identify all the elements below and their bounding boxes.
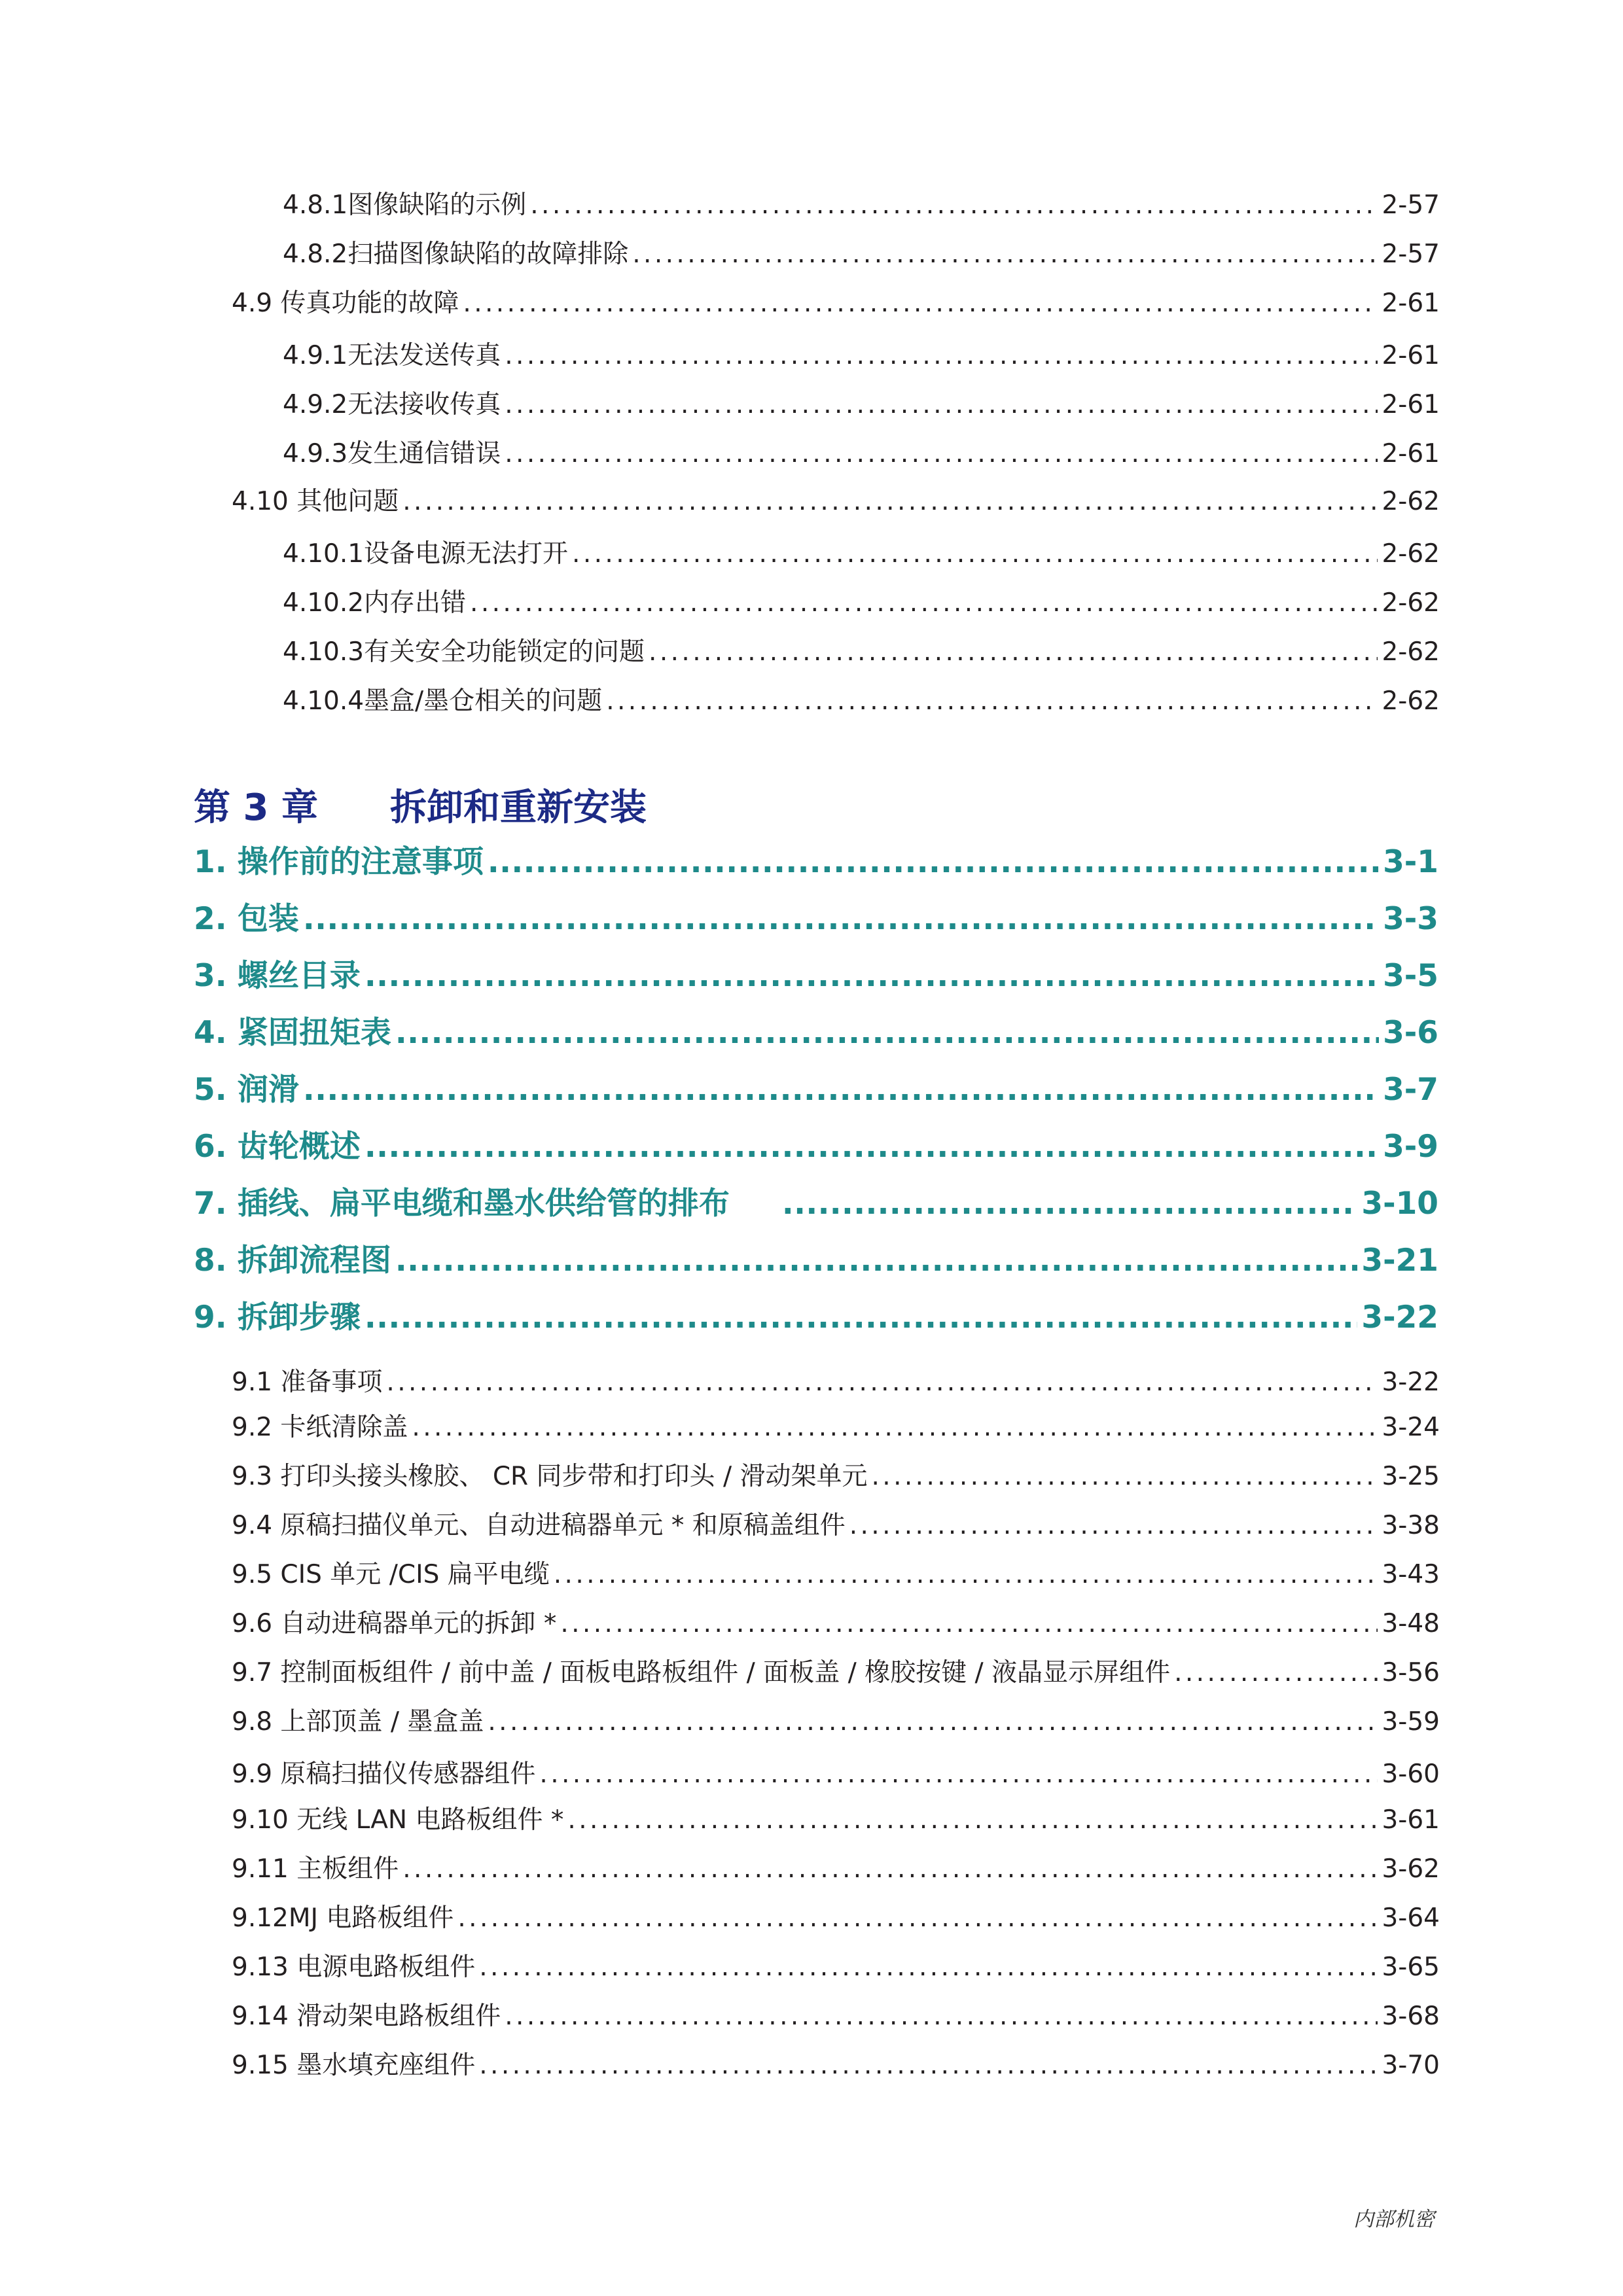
toc-entry-page: 3-21 [1361, 1243, 1438, 1279]
toc-entry-page: 3-5 [1383, 958, 1438, 994]
toc-entry-label: 9.5 CIS 单元 /CIS 扁平电缆 [232, 1560, 550, 1589]
dot-leader [488, 1707, 1378, 1737]
toc-entry-page: 3-68 [1382, 2002, 1440, 2031]
toc-entry[interactable] [283, 433, 1440, 470]
dot-leader [457, 1903, 1378, 1933]
dot-leader [606, 686, 1378, 716]
toc-entry[interactable] [232, 2045, 1440, 2081]
toc-entry[interactable] [232, 1754, 1440, 1790]
toc-entry-label: 9.6 自动进稿器单元的拆卸 * [232, 1609, 557, 1638]
toc-entry-label: 4.9.3发生通信错误 [283, 439, 501, 468]
toc-entry-label: 9.14 滑动架电路板组件 [232, 2002, 501, 2031]
toc-entry[interactable] [283, 582, 1440, 619]
toc-main-entry[interactable] [194, 1065, 1438, 1109]
toc-entry-page: 2-57 [1382, 190, 1440, 220]
toc-entry-page: 3-64 [1382, 1903, 1440, 1933]
dot-leader [479, 1952, 1378, 1982]
dot-leader [463, 289, 1378, 318]
dot-leader [505, 2002, 1378, 2031]
dot-leader [782, 1186, 1357, 1222]
dot-leader [632, 239, 1378, 269]
toc-entry-label: 4.9 传真功能的故障 [232, 289, 459, 318]
dot-leader [505, 341, 1378, 370]
chapter-name: 拆卸和重新安装 [389, 786, 647, 829]
toc-entry-label: 8. 拆卸流程图 [194, 1243, 391, 1279]
toc-entry-label: 4.8.2扫描图像缺陷的故障排除 [283, 239, 629, 269]
toc-entry-label: 7. 插线、扁平电缆和墨水供给管的排布 [194, 1186, 730, 1222]
toc-entry[interactable] [232, 1848, 1440, 1885]
dot-leader [488, 844, 1379, 880]
toc-entry[interactable] [232, 1947, 1440, 1983]
toc-entry-page: 3-56 [1382, 1658, 1440, 1687]
toc-entry-page: 3-70 [1382, 2051, 1440, 2080]
toc-entry[interactable] [232, 1362, 1440, 1398]
dot-leader [365, 958, 1379, 994]
toc-entry-label: 9.13 电源电路板组件 [232, 1952, 476, 1982]
toc-main-entry[interactable] [194, 1008, 1438, 1052]
toc-entry[interactable] [232, 1554, 1440, 1591]
toc-entry-page: 3-7 [1383, 1072, 1438, 1108]
dot-leader [402, 1854, 1378, 1884]
toc-entry[interactable] [232, 1603, 1440, 1640]
toc-entry-label: 9. 拆卸步骤 [194, 1299, 361, 1335]
dot-leader [365, 1129, 1379, 1165]
toc-entry-page: 3-24 [1382, 1413, 1440, 1442]
toc-entry-page: 2-62 [1382, 588, 1440, 618]
toc-entry[interactable] [283, 680, 1440, 717]
toc-entry-page: 3-48 [1382, 1609, 1440, 1638]
toc-entry[interactable] [232, 1996, 1440, 2032]
toc-entry-label: 4.9.1无法发送传真 [283, 341, 501, 370]
dot-leader [539, 1759, 1378, 1789]
toc-entry-label: 9.8 上部顶盖 / 墨盒盖 [232, 1707, 484, 1737]
dot-leader [572, 539, 1378, 569]
dot-leader [567, 1805, 1378, 1835]
toc-entry-label: 4.10.1设备电源无法打开 [283, 539, 569, 569]
dot-leader [871, 1462, 1378, 1491]
dot-leader [395, 1243, 1357, 1279]
toc-main-entry[interactable] [194, 951, 1438, 995]
toc-entry-label: 6. 齿轮概述 [194, 1129, 361, 1165]
dot-leader [479, 2051, 1378, 2080]
toc-entry-page: 2-61 [1382, 439, 1440, 468]
toc-entry-page: 2-57 [1382, 239, 1440, 269]
toc-main-entry[interactable] [194, 1179, 1438, 1223]
toc-entry-label: 9.3 打印头接头橡胶、 CR 同步带和打印头 / 滑动架单元 [232, 1462, 868, 1491]
toc-entry-label: 4. 紧固扭矩表 [194, 1015, 391, 1051]
toc-entry-page: 2-61 [1382, 289, 1440, 318]
toc-entry-label: 9.9 原稿扫描仪传感器组件 [232, 1759, 536, 1789]
dot-leader [402, 487, 1378, 516]
toc-entry-page: 3-6 [1383, 1015, 1438, 1051]
toc-entry[interactable] [283, 631, 1440, 668]
dot-leader [1174, 1658, 1378, 1687]
toc-entry-page: 3-65 [1382, 1952, 1440, 1982]
toc-entry[interactable] [232, 481, 1440, 518]
toc-main-entry[interactable] [194, 1236, 1438, 1280]
toc-entry[interactable] [283, 533, 1440, 570]
toc-entry-page: 2-62 [1382, 539, 1440, 569]
toc-main-entry[interactable] [194, 894, 1438, 938]
dot-leader [560, 1609, 1378, 1638]
toc-entry[interactable] [232, 1652, 1440, 1689]
dot-leader [505, 439, 1378, 468]
toc-entry-page: 2-62 [1382, 487, 1440, 516]
dot-leader [412, 1413, 1378, 1442]
toc-entry-label: 9.1 准备事项 [232, 1368, 383, 1397]
dot-leader [505, 390, 1378, 419]
dot-leader [649, 637, 1378, 667]
toc-entry[interactable] [283, 185, 1440, 221]
toc-entry-page: 3-10 [1361, 1186, 1438, 1222]
toc-entry-page: 3-59 [1382, 1707, 1440, 1737]
toc-entry-page: 3-3 [1383, 901, 1438, 937]
toc-main-entry[interactable] [194, 1293, 1438, 1337]
toc-entry-page: 3-43 [1382, 1560, 1440, 1589]
toc-entry-page: 3-22 [1382, 1368, 1440, 1397]
toc-entry-label: 4.9.2无法接收传真 [283, 390, 501, 419]
dot-leader [554, 1560, 1378, 1589]
toc-entry-label: 9.11 主板组件 [232, 1854, 399, 1884]
chapter-number: 第 3 章 [194, 786, 318, 829]
toc-entry[interactable] [232, 1701, 1440, 1738]
toc-entry-page: 3-38 [1382, 1511, 1440, 1540]
dot-leader [395, 1015, 1379, 1051]
toc-entry-page: 2-62 [1382, 686, 1440, 716]
confidential-footer: 内部机密 [1353, 2208, 1435, 2231]
toc-entry-page: 2-62 [1382, 637, 1440, 667]
toc-entry[interactable] [283, 384, 1440, 421]
toc-entry-page: 3-22 [1361, 1299, 1438, 1335]
toc-entry-label: 1. 操作前的注意事项 [194, 844, 484, 880]
toc-entry-label: 9.15 墨水填充座组件 [232, 2051, 476, 2080]
toc-entry-label: 9.4 原稿扫描仪单元、自动进稿器单元 * 和原稿盖组件 [232, 1511, 846, 1540]
toc-entry[interactable] [232, 1505, 1440, 1542]
toc-entry-page: 3-62 [1382, 1854, 1440, 1884]
toc-entry-label: 3. 螺丝目录 [194, 958, 361, 994]
toc-entry[interactable] [232, 1407, 1440, 1443]
chapter-heading [194, 779, 647, 831]
toc-entry-label: 4.8.1图像缺陷的示例 [283, 190, 527, 220]
dot-leader [303, 901, 1379, 937]
toc-entry[interactable] [232, 1456, 1440, 1492]
toc-entry-page: 2-61 [1382, 390, 1440, 419]
toc-entry[interactable] [232, 1898, 1440, 1934]
toc-entry-label: 5. 润滑 [194, 1072, 299, 1108]
toc-entry-page: 3-9 [1383, 1129, 1438, 1165]
toc-main-entry[interactable] [194, 1122, 1438, 1166]
dot-leader [470, 588, 1378, 618]
toc-entry-label: 4.10.3有关安全功能锁定的问题 [283, 637, 645, 667]
toc-entry-page: 3-25 [1382, 1462, 1440, 1491]
toc-entry[interactable] [232, 1799, 1440, 1836]
toc-entry-label: 9.12MJ 电路板组件 [232, 1903, 454, 1933]
dot-leader [386, 1368, 1378, 1397]
dot-leader [365, 1299, 1357, 1335]
dot-leader [530, 190, 1378, 220]
toc-main-entry[interactable] [194, 838, 1438, 881]
toc-entry-page: 3-61 [1382, 1805, 1440, 1835]
dot-leader [849, 1511, 1378, 1540]
toc-entry-page: 3-1 [1383, 844, 1438, 880]
toc-entry-label: 9.7 控制面板组件 / 前中盖 / 面板电路板组件 / 面板盖 / 橡胶按键 / 液晶显示屏组件 [232, 1658, 1171, 1687]
toc-entry-page: 3-60 [1382, 1759, 1440, 1789]
toc-entry-label: 9.2 卡纸清除盖 [232, 1413, 408, 1442]
toc-entry[interactable] [283, 335, 1440, 372]
toc-entry-label: 4.10.2内存出错 [283, 588, 467, 618]
toc-entry-label: 9.10 无线 LAN 电路板组件 * [232, 1805, 564, 1835]
toc-entry-page: 2-61 [1382, 341, 1440, 370]
toc-entry-label: 4.10.4墨盒/墨仓相关的问题 [283, 686, 603, 716]
toc-entry[interactable] [283, 234, 1440, 270]
toc-entry[interactable] [232, 283, 1440, 319]
dot-leader [303, 1072, 1379, 1108]
toc-entry-label: 2. 包装 [194, 901, 299, 937]
toc-entry-label: 4.10 其他问题 [232, 487, 399, 516]
